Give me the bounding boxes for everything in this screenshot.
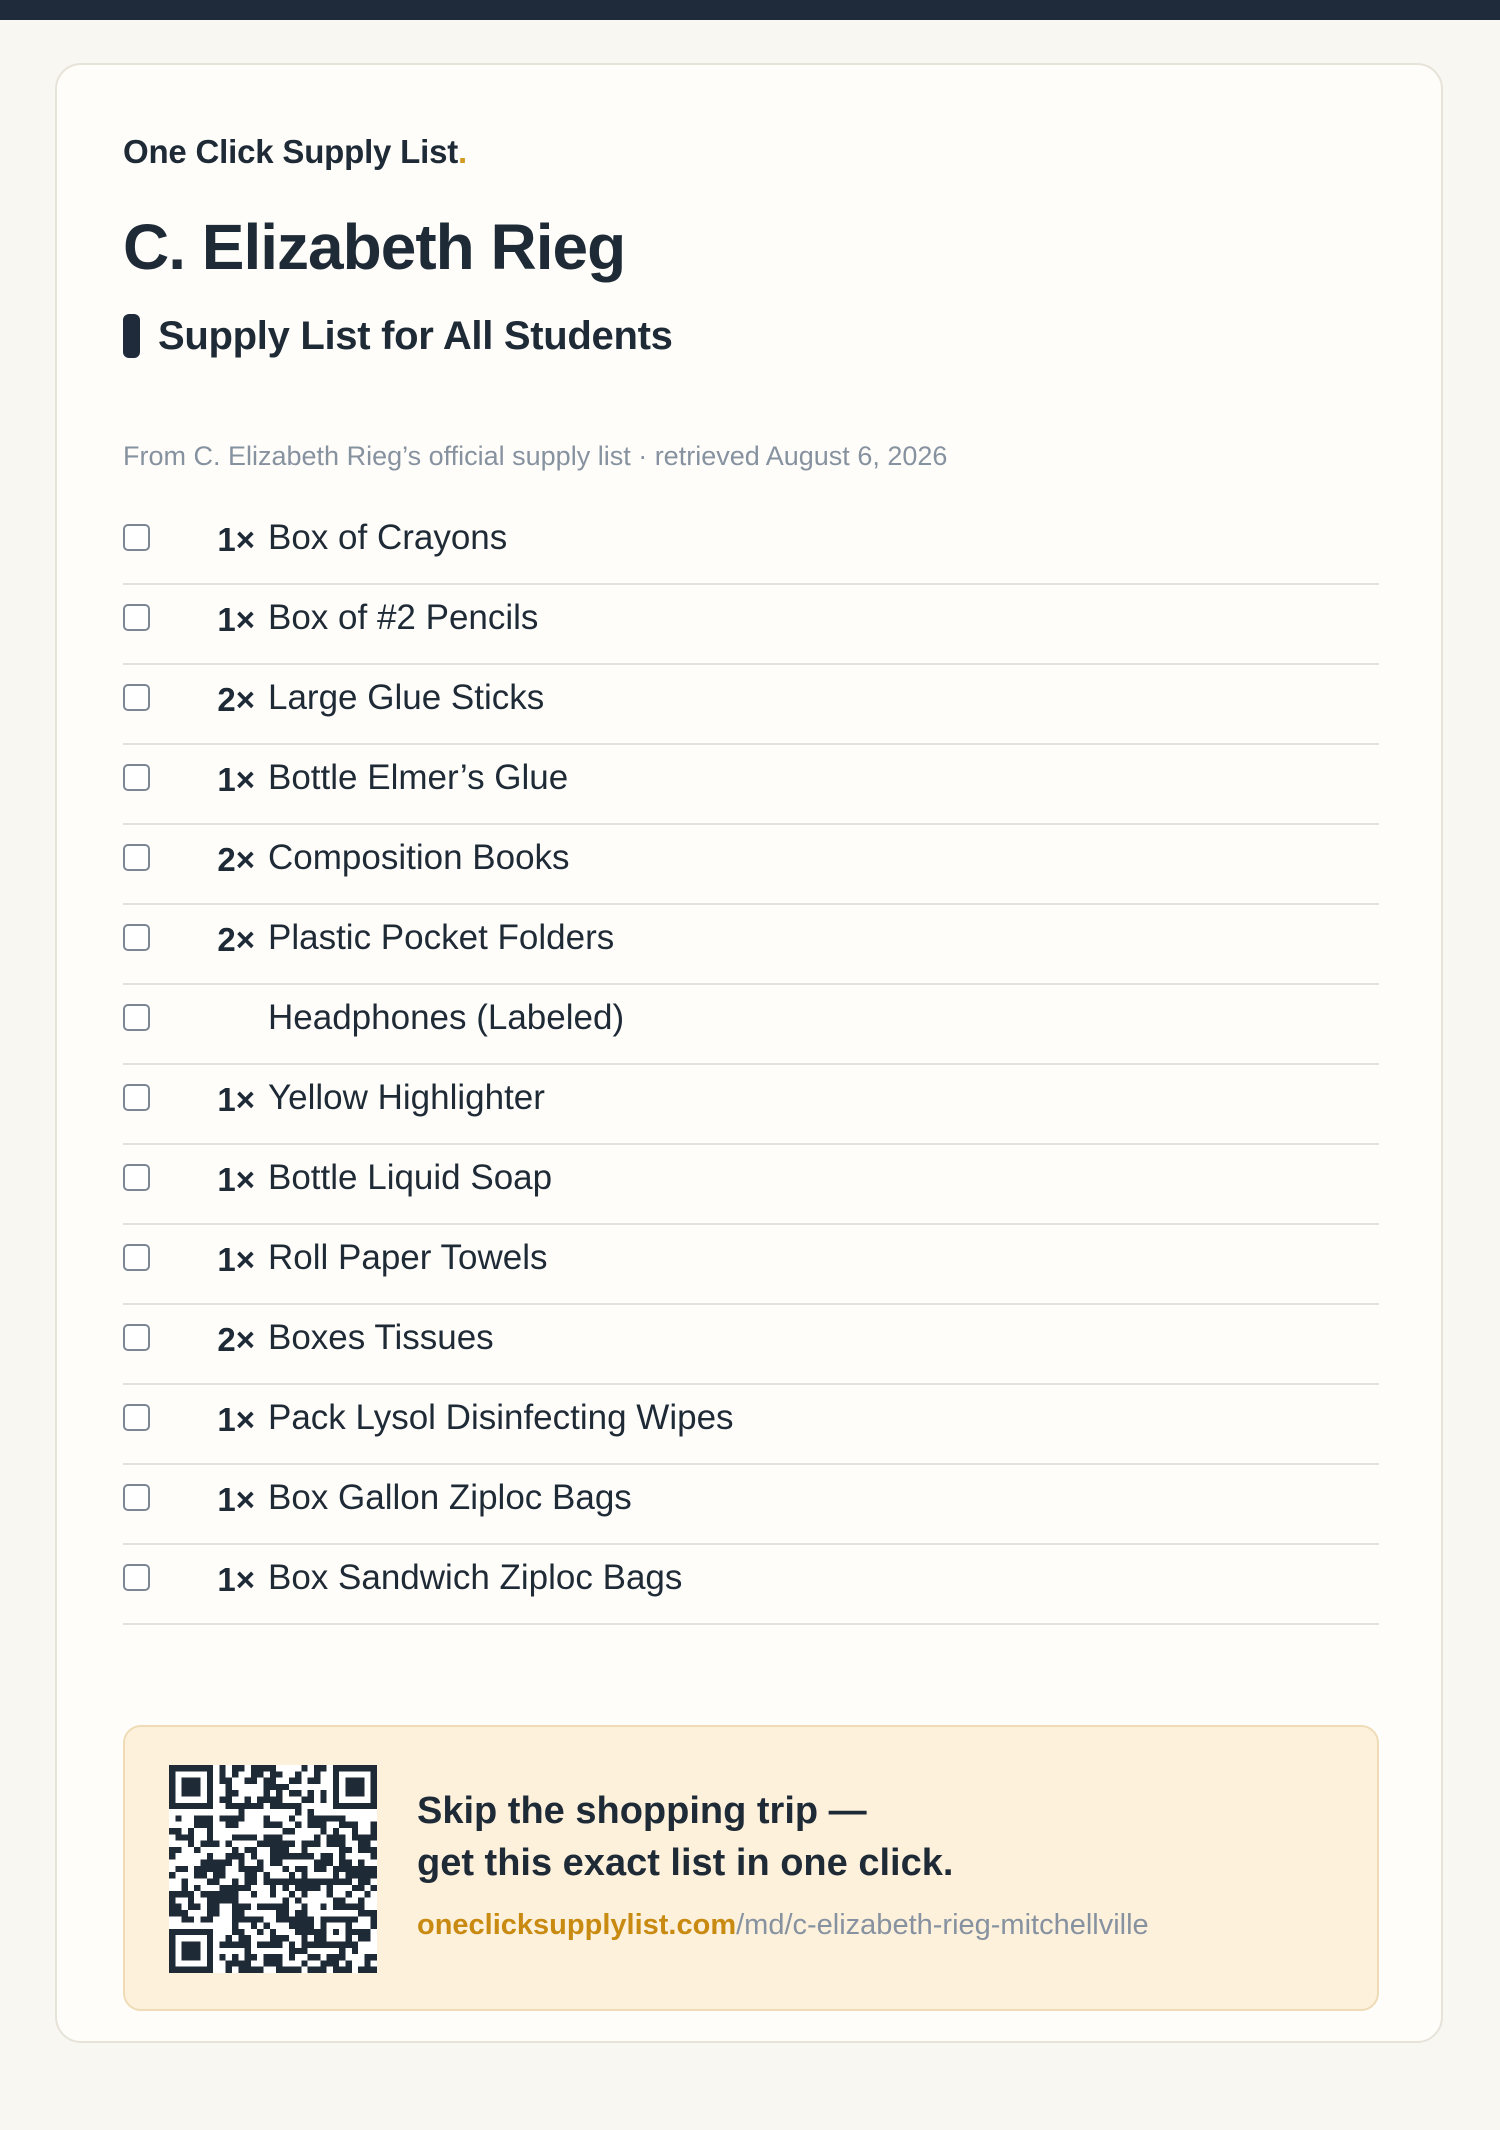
source-line: From C. Elizabeth Rieg’s official supply list · retrieved August 6, 2026 — [123, 441, 948, 471]
list-item — [123, 1065, 1379, 1145]
promo-headline — [417, 1785, 953, 1889]
item-checkbox[interactable] — [123, 1564, 150, 1591]
item-name: Headphones (Labeled) — [268, 998, 625, 1037]
qr-code-icon[interactable] — [169, 1765, 377, 1973]
item-name: Box Sandwich Ziploc Bags — [268, 1558, 683, 1597]
list-item — [123, 1145, 1379, 1225]
item-name: Pack Lysol Disinfecting Wipes — [268, 1398, 734, 1437]
item-quantity: 1× — [217, 1401, 255, 1438]
item-quantity: 1× — [217, 521, 255, 558]
list-item — [123, 745, 1379, 825]
supply-items-list — [123, 505, 1379, 1625]
item-checkbox[interactable] — [123, 1484, 150, 1511]
item-checkbox[interactable] — [123, 1164, 150, 1191]
promo-box — [123, 1725, 1379, 2011]
promo-url-path: /md/c-elizabeth-rieg-mitchellville — [736, 1909, 1149, 1941]
item-checkbox[interactable] — [123, 684, 150, 711]
item-name: Large Glue Sticks — [268, 678, 545, 717]
item-quantity: 1× — [217, 601, 255, 638]
item-checkbox[interactable] — [123, 524, 150, 551]
item-checkbox[interactable] — [123, 1244, 150, 1271]
brand-logo[interactable] — [123, 133, 467, 171]
item-checkbox[interactable] — [123, 1324, 150, 1351]
item-quantity: 2× — [217, 681, 255, 718]
list-item — [123, 1545, 1379, 1625]
list-item — [123, 1465, 1379, 1545]
promo-url-domain[interactable]: oneclicksupplylist.com — [417, 1909, 737, 1941]
list-title-text: Supply List for All Students — [158, 313, 673, 358]
list-item — [123, 825, 1379, 905]
brand-name: One Click Supply List — [123, 133, 459, 170]
title-accent-bar — [123, 314, 140, 358]
item-quantity: 1× — [217, 1561, 255, 1598]
item-checkbox[interactable] — [123, 604, 150, 631]
promo-url[interactable] — [417, 1909, 1149, 1942]
promo-headline-line1: Skip the shopping trip — — [417, 1790, 867, 1832]
item-quantity: 2× — [217, 841, 255, 878]
item-checkbox[interactable] — [123, 764, 150, 791]
item-name: Yellow Highlighter — [268, 1078, 545, 1117]
item-name: Composition Books — [268, 838, 570, 877]
list-item — [123, 1385, 1379, 1465]
list-item — [123, 905, 1379, 985]
item-name: Plastic Pocket Folders — [268, 918, 615, 957]
item-name: Box Gallon Ziploc Bags — [268, 1478, 632, 1517]
supply-list-card — [55, 63, 1443, 2043]
list-item — [123, 505, 1379, 585]
item-name: Roll Paper Towels — [268, 1238, 548, 1277]
item-quantity: 1× — [217, 1161, 255, 1198]
promo-headline-line2: get this exact list in one click. — [417, 1842, 954, 1884]
list-item — [123, 1225, 1379, 1305]
item-checkbox[interactable] — [123, 1084, 150, 1111]
item-checkbox[interactable] — [123, 924, 150, 951]
list-item — [123, 585, 1379, 665]
item-name: Bottle Elmer’s Glue — [268, 758, 569, 797]
item-checkbox[interactable] — [123, 1404, 150, 1431]
top-bar — [0, 0, 1500, 20]
list-title — [123, 311, 673, 361]
item-quantity: 1× — [217, 1081, 255, 1118]
item-name: Boxes Tissues — [268, 1318, 494, 1357]
brand-dot: . — [458, 133, 468, 170]
item-quantity: 2× — [217, 921, 255, 958]
item-quantity: 2× — [217, 1321, 255, 1358]
item-name: Bottle Liquid Soap — [268, 1158, 553, 1197]
list-item — [123, 665, 1379, 745]
item-name: Box of Crayons — [268, 518, 508, 557]
item-name: Box of #2 Pencils — [268, 598, 539, 637]
school-name: C. Elizabeth Rieg — [123, 211, 626, 283]
item-quantity: 1× — [217, 761, 255, 798]
item-checkbox[interactable] — [123, 1004, 150, 1031]
list-item — [123, 985, 1379, 1065]
item-quantity: 1× — [217, 1241, 255, 1278]
item-quantity: 1× — [217, 1481, 255, 1518]
item-checkbox[interactable] — [123, 844, 150, 871]
list-item — [123, 1305, 1379, 1385]
